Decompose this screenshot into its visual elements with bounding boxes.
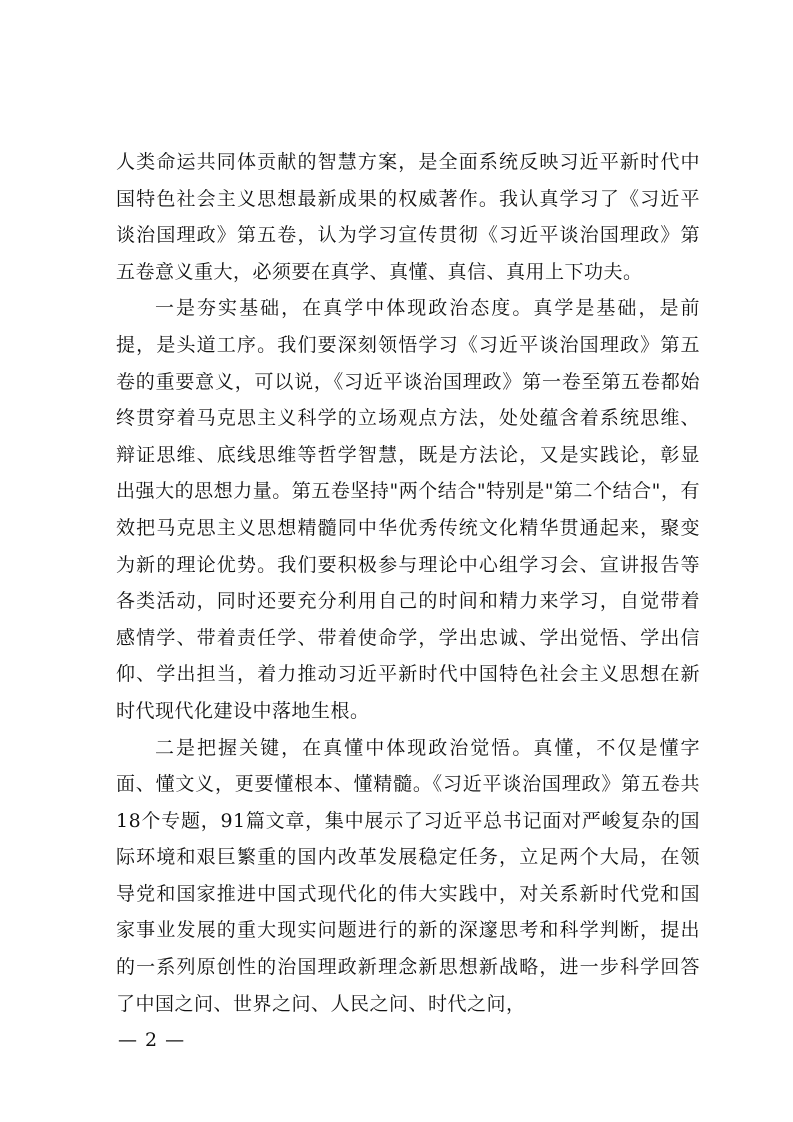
paragraph-point-two: 二是把握关键，在真懂中体现政治觉悟。真懂，不仅是懂字面、懂文义，更要懂根本、懂精髓。《习近平谈治国理政》第五卷共18个专题，91篇文章，集中展示了习近平总书记面对严峻复杂的国际环境和艰巨繁重的国内改革发展稳定任务，立足两个大局，在领导党和国家推进中国式现代化的伟大实践中，对关系新时代党和国家事业发展的重大现实问题进行的新的深邃思考和科学判断，提出的一系列原创性的治国理政新理念新思想新战略，进一步科学回答了中国之问、世界之问、人民之问、时代之问， xyxy=(116,736,700,1015)
paragraph-point-one: 一是夯实基础，在真学中体现政治态度。真学是基础，是前提，是头道工序。我们要深刻领悟学习《习近平谈治国理政》第五卷的重要意义，可以说，《习近平谈治国理政》第一卷至第五卷都始终贯穿着马克思主义科学的立场观点方法，处处蕴含着系统思维、辩证思维、底线思维等哲学智慧，既是方法论，又是实践论，彰显出强大的思想力量。第五卷坚持"两个结合"特别是"第二个结合"，有效把马克思主义思想精髓同中华优秀传统文化精华贯通起来，聚变为新的理论优势。我们要积极参与理论中心组学习会、宣讲报告等各类活动，同时还要充分利用自己的时间和精力来学习，自觉带着感情学、带着责任学、带着使命学，学出忠诚、学出觉悟、学出信仰、学出担当，着力推动习近平新时代中国特色社会主义思想在新时代现代化建设中落地生根。 xyxy=(116,297,700,722)
paragraph-intro: 人类命运共同体贡献的智慧方案，是全面系统反映习近平新时代中国特色社会主义思想最新成果的权威著作。我认真学习了《习近平谈治国理政》第五卷，认为学习宣传贯彻《习近平谈治国理政》第五卷意义重大，必须要在真学、真懂、真信、真用上下功夫。 xyxy=(116,151,700,283)
page-number: — 2 — xyxy=(118,1029,186,1051)
document-body xyxy=(116,144,700,1022)
